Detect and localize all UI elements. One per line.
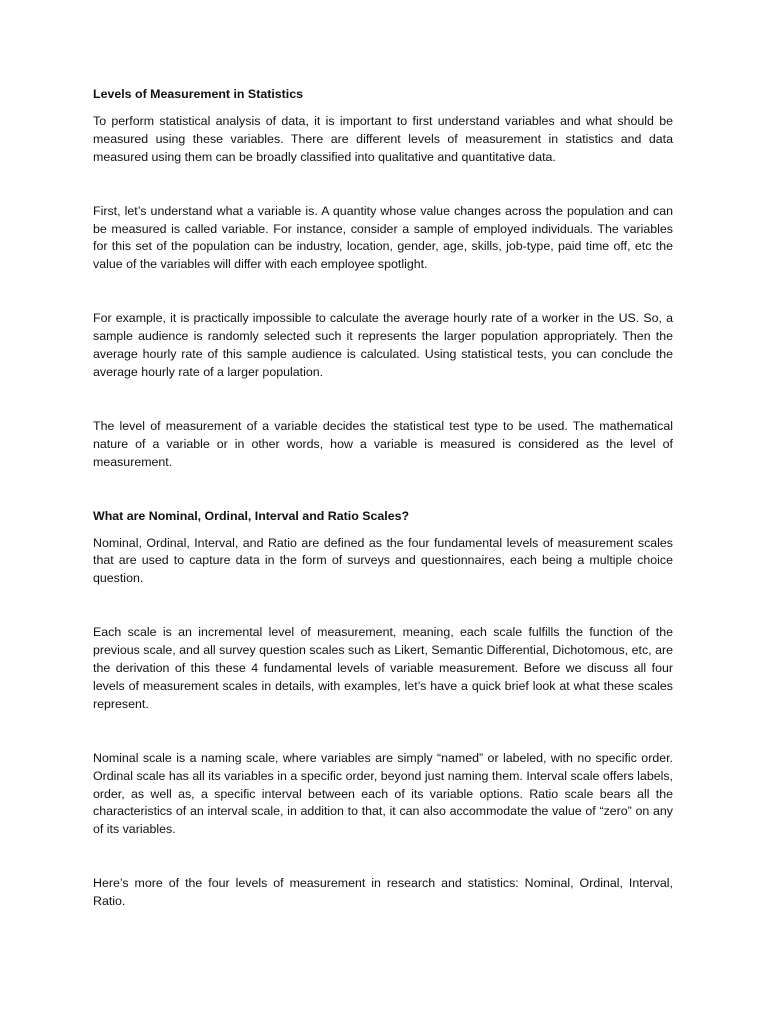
- paragraph-four-levels: Nominal, Ordinal, Interval, and Ratio are defined as the four fundamental levels of measurement scales that are used to capture data in the form of surveys and questionnaires, each being a multiple choice question.: [93, 535, 673, 586]
- paragraph-level-of-measurement: The level of measurement of a variable decides the statistical test type to be used. The mathematical nature of a variable or in other words, how a variable is measured is considered as the level of measurement.: [93, 418, 673, 469]
- paragraph-incremental-scale: Each scale is an incremental level of measurement, meaning, each scale fulfills the function of the previous scale, and all survey question scales such as Likert, Semantic Differential, Dichotomous, etc, are the derivation of this these 4 fundamental levels of variable measurement. Before we discuss all four levels of measurement scales in details, with examples, let’s have a quick brief look at what these scales represent.: [93, 625, 673, 711]
- paragraph-example: For example, it is practically impossible to calculate the average hourly rate of a worker in the US. So, a sample audience is randomly selected such it represents the larger population appropriately. Then the average hourly rate of this sample audience is calculated. Using statistical tests, you can conclude the average hourly rate of a larger population.: [93, 311, 673, 379]
- document-title: Levels of Measurement in Statistics: [93, 87, 304, 101]
- paragraph-variable-definition: First, let’s understand what a variable is. A quantity whose value changes across the population and can be measured is called variable. For instance, consider a sample of employed individuals. The variables for this set of the population can be industry, location, gender, age, skills, job-type, paid time off, etc the value of the variables will differ with each employee spotlight.: [93, 203, 673, 272]
- document-page: [93, 86, 673, 911]
- paragraph-intro: To perform statistical analysis of data, it is important to first understand variables and what should be measured using these variables. There are different levels of measurement in statistics and data measured using them can be broadly classified into qualitative and quantitative data.: [93, 113, 673, 164]
- paragraph-scale-descriptions: Nominal scale is a naming scale, where variables are simply “named” or labeled, with no specific order. Ordinal scale has all its variables in a specific order, beyond just naming them. Interval scale offers labels, order, as well as, a specific interval between each of its variable options. Ratio scale bears all the characteristics of an interval scale, in addition to that, it can also accommodate the value of “zero” on any of its variables.: [93, 750, 673, 837]
- section-heading: What are Nominal, Ordinal, Interval and Ratio Scales?: [93, 508, 410, 523]
- paragraph-closing: Here’s more of the four levels of measurement in research and statistics: Nominal, Ordinal, Interval, Ratio.: [93, 876, 673, 909]
